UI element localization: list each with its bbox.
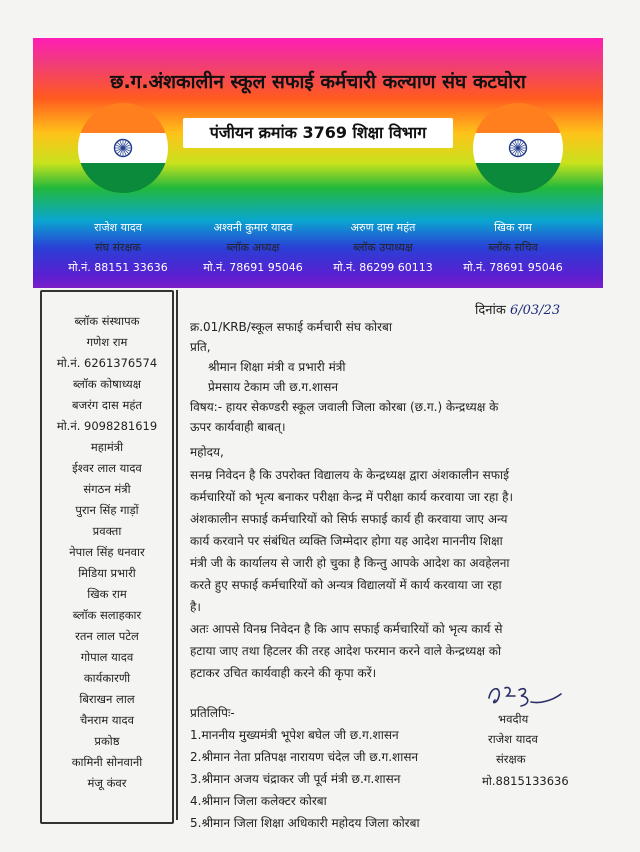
- official-patron: [58, 218, 178, 278]
- body-line: अतः आपसे विनम्र निवेदन है कि आप सफाई कर्मचारियों को भृत्य कार्य से: [190, 622, 503, 636]
- body-line: मंत्री जी के कार्यालय से जारी हो चुका है किन्तु आपके आदेश का अवहेलना: [190, 556, 510, 570]
- body-line: हटाकर उचित कार्यवाही करने की कृपा करें।: [190, 666, 377, 680]
- association-title: छ.ग.अंशकालीन स्कूल सफाई कर्मचारी कल्याण संघ कटघोरा: [110, 71, 526, 93]
- column-divider: [176, 290, 178, 820]
- sidebar-line: रतन लाल पटेल: [75, 629, 139, 643]
- sidebar-line: प्रकोष्ठ: [94, 734, 120, 748]
- body-line: अंशकालीन सफाई कर्मचारियों को सिर्फ सफाई कार्य ही करवाया जाए अन्य: [190, 512, 508, 526]
- signoff-role: संरक्षक: [496, 752, 526, 766]
- official-president: [193, 218, 313, 278]
- sidebar-line: कार्यकारणी: [83, 671, 131, 685]
- signoff-name: राजेश यादव: [488, 732, 538, 746]
- body-line: है।: [190, 600, 201, 614]
- sidebar-line: ईश्वर लाल यादव: [72, 461, 142, 475]
- body-line: कर्मचारियों को भृत्य बनाकर परीक्षा केन्द्र में परीक्षा कार्य करवाया जा रहा है।: [190, 490, 514, 504]
- sidebar-line: गोपाल यादव: [80, 650, 134, 664]
- sidebar-line: बिराखन लाल: [79, 692, 135, 706]
- sidebar-line: कामिनी सोनवानी: [71, 755, 143, 769]
- sidebar-line: मंजू कंवर: [87, 776, 127, 790]
- official-vice-president: [323, 218, 443, 278]
- sidebar-line: बजरंग दास महंत: [72, 398, 142, 412]
- sidebar-line: ब्लॉक संस्थापक: [74, 314, 140, 328]
- salutation: महोदय,: [190, 445, 224, 459]
- letter-date: [475, 300, 560, 318]
- official-secretary: [453, 218, 573, 278]
- sidebar-line: पुरान सिंह गाड़ों: [75, 503, 139, 517]
- sidebar-line: गणेश राम: [86, 335, 128, 349]
- copy-to-item: 5.श्रीमान जिला शिक्षा अधिकारी महोदय जिला कोरबा: [190, 816, 420, 830]
- official-name: राजेश यादव: [94, 221, 142, 234]
- official-phone: मो.नं. 78691 95046: [203, 261, 303, 274]
- official-phone: मो.नं. 86299 60113: [333, 261, 433, 274]
- signature-mark: [485, 680, 565, 714]
- official-role: ब्लॉक अध्यक्ष: [226, 241, 280, 254]
- sidebar-line: संगठन मंत्री: [83, 482, 131, 496]
- official-role: ब्लॉक सचिव: [488, 241, 538, 254]
- body-line: कार्य करवाने पर संबंधित व्यक्ति जिम्मेदार होगा यह आदेश माननीय शिक्षा: [190, 534, 503, 548]
- sidebar-line: नेपाल सिंह धनवार: [69, 545, 145, 559]
- office-bearers-sidebar: [40, 290, 174, 824]
- signoff-closing: भवदीय: [498, 712, 529, 726]
- sidebar-line: खिक राम: [87, 587, 127, 601]
- sidebar-line: चैनराम यादव: [79, 713, 135, 727]
- copy-to-item: 3.श्रीमान अजय चंद्राकर जी पूर्व मंत्री छ.ग.शासन: [190, 772, 401, 786]
- copy-to-item: 1.माननीय मुख्यमंत्री भूपेश बघेल जी छ.ग.शासन: [190, 728, 399, 742]
- copy-to-item: 4.श्रीमान जिला कलेक्टर कोरबा: [190, 794, 327, 808]
- date-label: दिनांक: [475, 303, 506, 318]
- copy-to-item: 2.श्रीमान नेता प्रतिपक्ष नारायण चंदेल जी छ.ग.शासन: [190, 750, 419, 764]
- official-phone: मो.नं. 88151 33636: [68, 261, 168, 274]
- copy-to-title: प्रतिलिपिः-: [190, 706, 235, 720]
- body-line: हटाया जाए तथा हिटलर की तरह आदेश फरमान करने वाले केन्द्रध्यक्ष को: [190, 644, 502, 658]
- date-handwritten: 6/03/23: [509, 303, 561, 318]
- ashoka-chakra-icon: [113, 138, 133, 158]
- body-line: सनम्र निवेदन है कि उपरोक्त विद्यालय के केन्द्रध्यक्ष द्वारा अंशकालीन सफाई: [190, 468, 510, 482]
- indian-flag-emblem-right: [473, 103, 563, 193]
- sidebar-line: मो.नं. 6261376574: [56, 356, 158, 370]
- official-phone: मो.नं. 78691 95046: [463, 261, 563, 274]
- recipient-line-1: श्रीमान शिक्षा मंत्री व प्रभारी मंत्री: [208, 360, 346, 374]
- sidebar-line: ब्लॉक कोषाध्यक्ष: [73, 377, 141, 391]
- sidebar-line: ब्लॉक सलाहकार: [72, 608, 142, 622]
- signoff-phone: मो.8815133636: [482, 774, 569, 788]
- official-name: अरुण दास महंत: [350, 221, 416, 234]
- subject-line-1: विषय:- हायर सेकण्डरी स्कूल जवाली जिला कोरबा (छ.ग.) केन्द्रध्यक्ष के: [190, 400, 499, 414]
- recipient-line-2: प्रेमसाय टेकाम जी छ.ग.शासन: [208, 380, 339, 394]
- ashoka-chakra-icon: [508, 138, 528, 158]
- reference-number: क्र.01/KRB/स्कूल सफाई कर्मचारी संघ कोरबा: [190, 320, 393, 334]
- indian-flag-emblem-left: [78, 103, 168, 193]
- official-role: ब्लॉक उपाध्यक्ष: [353, 241, 413, 254]
- to-line: प्रति,: [190, 340, 211, 354]
- official-role: संघ संरक्षक: [95, 241, 141, 254]
- sidebar-line: प्रवक्ता: [92, 524, 122, 538]
- registration-number: पंजीयन क्रमांक 3769 शिक्षा विभाग: [183, 118, 453, 148]
- body-line: करते हुए सफाई कर्मचारियों को अन्यत्र विद्यालयों में कार्य करवाया जा रहा: [190, 578, 502, 592]
- official-name: अश्वनी कुमार यादव: [213, 221, 293, 234]
- letterhead-banner: [33, 38, 603, 288]
- official-name: खिक राम: [494, 221, 532, 234]
- subject-line-2: ऊपर कार्यवाही बाबत्।: [190, 420, 286, 434]
- sidebar-line: महामंत्री: [90, 440, 124, 454]
- sidebar-line: मिडिया प्रभारी: [78, 566, 136, 580]
- sidebar-line: मो.नं. 9098281619: [56, 419, 158, 433]
